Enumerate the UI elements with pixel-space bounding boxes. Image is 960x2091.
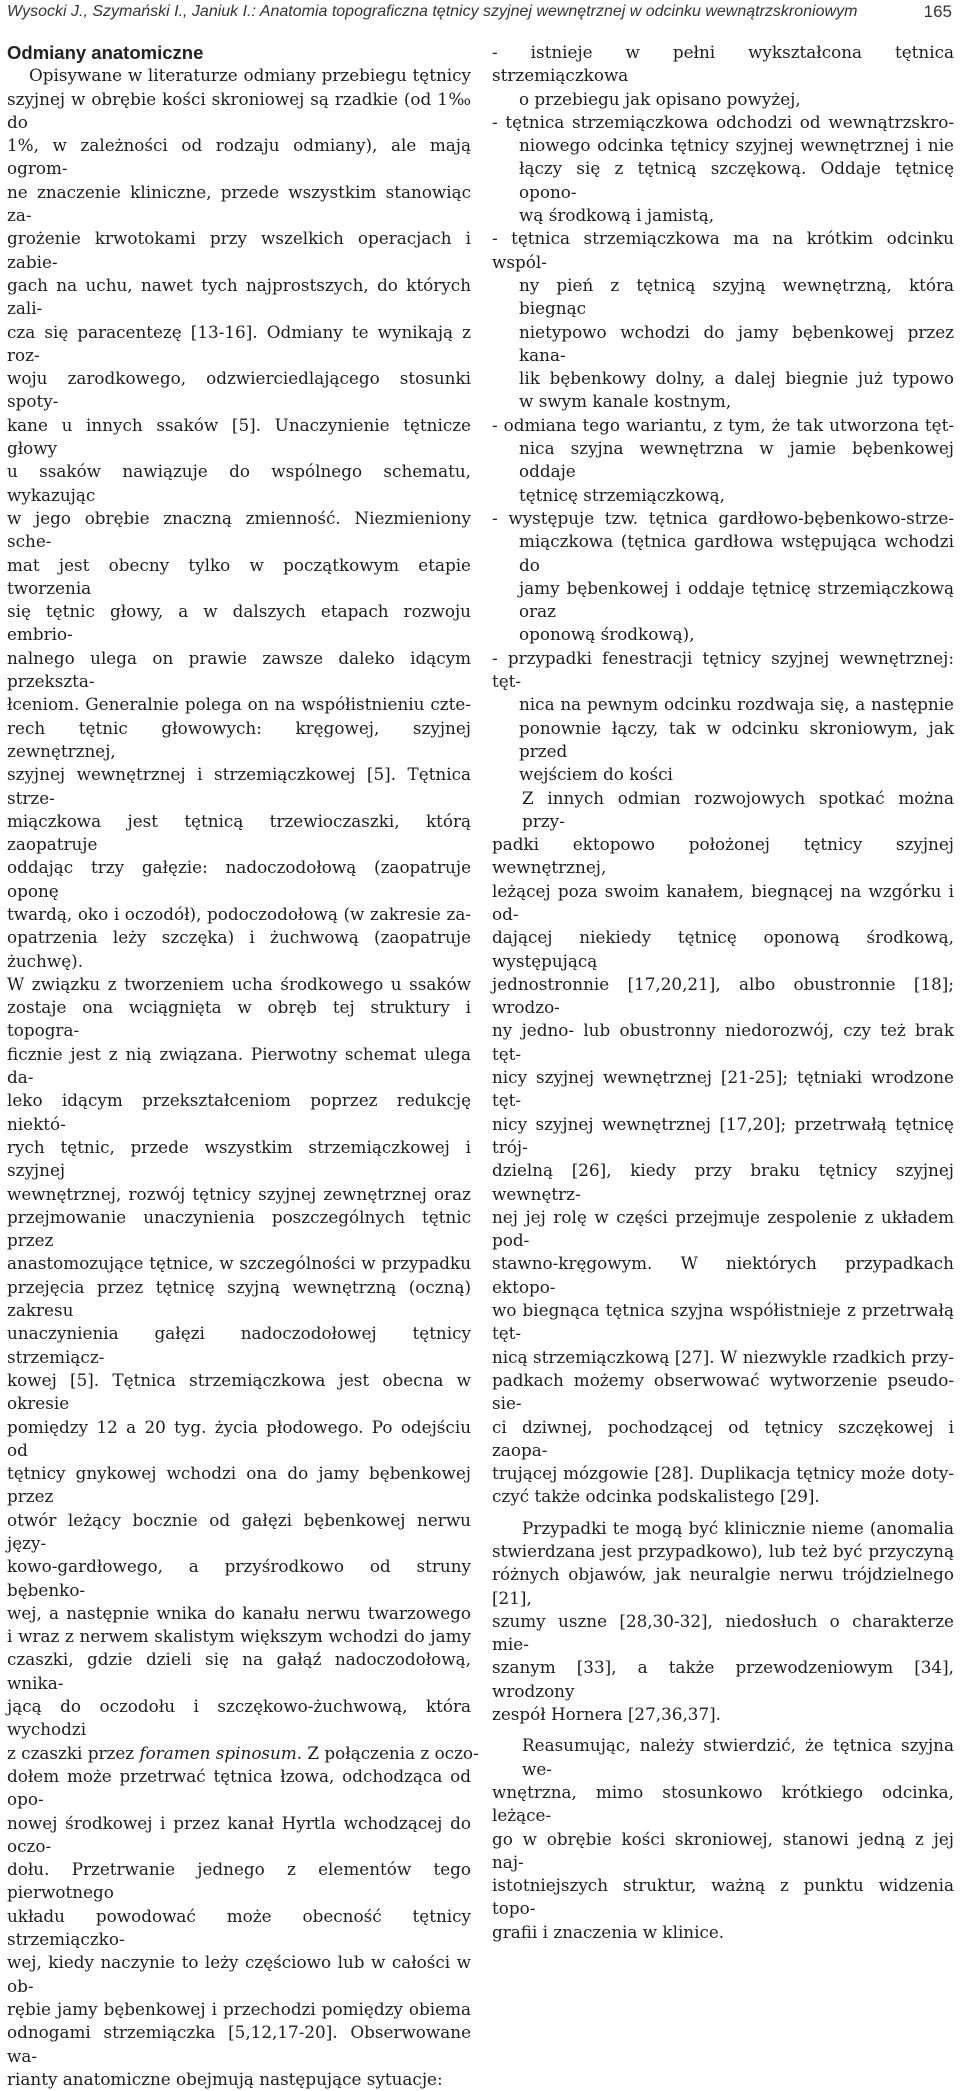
text-line: leko idącym przekształceniom poprzez redukcję niektó- [7,1090,471,1134]
list-item-cont: nica na pewnym odcinku rozdwaja się, a następnie [519,694,954,715]
text-line: kowej [5]. Tętnica strzemiączkowa jest obecna w okresie [7,1369,471,1414]
list-item-start: - tętnica strzemiączkowa ma na krótkim odcinku wspól- [492,228,954,272]
text-line: cza się paracentezę [13-16]. Odmiany te wynikają z roz- [7,321,471,365]
text-line-mixed [7,1742,479,1765]
text-line: 1%, w zależności od rodzaju odmiany), ale mają ogrom- [7,135,471,179]
list-item-cont: ponownie łączy, tak w odcinku skroniowym, jak przed [519,717,954,761]
text-line: Przypadki te mogą być klinicznie nieme (anomalia [522,1517,954,1538]
variant-list [492,41,954,787]
text-line: wnętrzna, mimo stosunkowo krótkiego odcinka, leżące- [492,1781,954,1826]
text-line: ci dziwnej, pochodzącej od tętnicy szczękowej i zaopa- [492,1416,954,1460]
text-line: kowo-gardłowego, a przyśrodkowo od struny bębenko- [7,1556,471,1600]
text-line: jednostronnie [17,20,21], albo obustronnie [18]; wrodzo- [492,973,954,1018]
text-line: u ssaków nawiązuje do wspólnego schematu, wykazując [7,461,471,505]
text-line: padki ektopowo położonej tętnicy szyjnej wewnętrznej, [492,834,954,878]
list-item-start: - występuje tzw. tętnica gardłowo-bębenkowo-strze- [492,507,954,528]
list-item-cont: jamy bębenkowej i oddaje tętnicę strzemiączkową oraz [519,577,954,622]
list-item-cont: w swym kanale kostnym, [519,391,732,412]
list-item-cont: ny pień z tętnicą szyjną wewnętrzną, która biegnąc [519,274,954,319]
text-line: się tętnic głowy, a w dalszych etapach rozwoju embrio- [7,601,471,645]
text-line: nowej środkowej i przez kanał Hyrtla wchodzącej do oczo- [7,1812,471,1856]
text-line: Z innych odmian rozwojowych spotkać można przy- [522,787,954,831]
text-line: trującej mózgowie [28]. Duplikacja tętnicy może doty- [492,1463,954,1484]
text-line: wewnętrznej, rozwój tętnicy szyjnej zewnętrznej oraz [7,1183,471,1204]
text-line: opatrzenia leży szczęka) i żuchwową (zaopatruje żuchwę). [7,927,471,971]
text-line: szyjnej wewnętrznej i strzemiączkowej [5]. Tętnica strze- [7,764,471,808]
text-line: padkach możemy obserwować wytworzenie pseudo-sie- [492,1369,954,1414]
text-line: Reasumując, należy stwierdzić, że tętnica szyjna we- [522,1735,954,1779]
text-line: rębie jamy bębenkowej i przechodzi pomiędzy obiema [7,1998,471,2019]
list-item-cont: tętnicę strzemiączkową, [519,484,725,505]
text-line: nicy szyjnej wewnętrznej [21-25]; tętniaki wrodzone tęt- [492,1067,954,1111]
text-line: wo biegnąca tętnica szyjna współistnieje z przetrwałą tęt- [492,1300,954,1344]
list-item-cont: o przebiegu jak opisano powyżej, [519,88,801,109]
text-line: woju zarodkowego, odzwierciedlającego stosunki spoty- [7,368,471,412]
text-line: kane u innych ssaków [5]. Unaczynienie tętnicze głowy [7,414,471,459]
text-line: zostaje ona wciągnięta w obręb tej struktury i topogra- [7,997,471,1041]
text-line: nicy szyjnej wewnętrznej [17,20]; przetrwałą tętnicę trój- [492,1113,954,1157]
list-item-start: - przypadki fenestracji tętnicy szyjnej wewnętrznej: tęt- [492,647,954,692]
text-line: przejęcia przez tętnicę szyjną wewnętrzną (oczną) zakresu [7,1276,471,1321]
text-line: gach na uchu, nawet tych najprostszych, do których zali- [7,274,471,319]
text-line: stwierdzana jest przypadkowo), lub też być przyczyną [492,1541,954,1561]
text-line: miączkowa jest tętnicą trzewioczaszki, którą zaopatruje [7,810,471,855]
right-column [492,41,954,1944]
text-line: grożenie krwotokami przy wszelkich operacjach i zabie- [7,228,471,272]
text-line: łceniom. Generalnie polega on na współistnieniu czte- [7,694,471,715]
text-line: różnych objawów, jak neuralgie nerwu trójdzielnego [21], [492,1564,954,1608]
text-line: zespół Hornera [27,36,37]. [492,1704,722,1725]
list-item-cont: oponową środkową), [519,624,695,645]
text-line: ficznie jest z nią związana. Pierwotny schemat ulega da- [7,1043,471,1088]
text-line: mat jest obecny tylko w początkowym etapie tworzenia [7,554,471,598]
list-item-cont: nica szyjna wewnętrzna w jamie bębenkowej oddaje [519,438,954,482]
text-line: rech tętnic głowowych: kręgowej, szyjnej zewnętrznej, [7,717,471,761]
text-run: . Z połączenia z oczo- [296,1742,479,1763]
text-line: rianty anatomiczne obejmują następujące sytuacje: [7,2068,443,2089]
text-line: otwór leżący bocznie od gałęzi bębenkowej nerwu języ- [7,1509,471,1553]
list-item-cont: łączy się z tętnicą szczękową. Oddaje tętnicę opono- [519,158,954,202]
list-item-cont: niowego odcinka tętnicy szyjnej wewnętrznej i nie [519,135,954,156]
text-line: dołem może przetrwać tętnica łzowa, odchodząca od opo- [7,1765,471,1810]
text-line: w jego obrębie znaczną zmienność. Niezmieniony sche- [7,507,471,552]
text-line: nicą strzemiączkową [27]. W niezwykle rzadkich przy- [492,1346,954,1367]
text-line: i wraz z nerwem skalistym większym wchodzi do jamy [7,1626,471,1647]
text-line: układu powodować może obecność tętnicy strzemiączko- [7,1905,471,1950]
text-line: unaczynienia gałęzi nadoczodołowej tętnicy strzemiącz- [7,1323,471,1367]
text-line: jącą do oczodołu i szczękowo-żuchwową, która wychodzi [7,1696,471,1740]
text-line: odnogami strzemiączka [5,12,17-20]. Obserwowane wa- [7,2022,471,2066]
paragraph [492,787,954,1509]
list-item-cont: wejściem do kości [519,764,673,785]
section-heading: Odmiany anatomiczne [7,42,204,63]
text-line: stawno-kręgowym. W niektórych przypadkach ektopo- [492,1253,954,1297]
list-item-cont: lik bębenkowy dolny, a dalej biegnie już typowo [519,368,954,389]
page-number: 165 [923,2,952,21]
text-line: dającej niekiedy tętnicę oponową środkową, występującą [492,927,954,971]
text-line: rych tętnic, przede wszystkim strzemiączkowej i szyjnej [7,1136,471,1181]
paragraph [492,1734,954,1944]
text-line: nalnego ulega on prawie zawsze daleko idącym przekszta- [7,647,471,692]
text-line: dzielną [26], kiedy przy braku tętnicy szyjnej wewnętrz- [492,1160,954,1204]
left-column [7,41,479,2091]
text-line: szumy uszne [28,30-32], niedosłuch o charakterze mie- [492,1610,954,1655]
text-line: szyjnej w obrębie kości skroniowej są rzadkie (od 1‰ do [7,88,471,132]
text-line: szanym [33], a także przewodzeniowym [34], wrodzony [492,1657,954,1701]
list-item-start: - istnieje w pełni wykształcona tętnica strzemiączkowa [492,42,954,86]
text-line: anastomozujące tętnice, w szczególności w przypadku [7,1253,471,1274]
list-item-start: - odmiana tego wariantu, z tym, że tak utworzona tęt- [492,414,954,435]
text-line: grafii i znaczenia w klinice. [492,1921,725,1942]
article-header-title: Wysocki J., Szymański I., Janiuk I.: Anatomia topograficzna tętnicy szyjnej wewnętrznej w odcinku wewnątrzskroniowym [7,3,858,20]
text-line: tętnicy gnykowej wchodzi ona do jamy bębenkowej przez [7,1463,471,1507]
text-line: przejmowanie unaczynienia poszczególnych tętnic przez [7,1206,471,1251]
text-line: oddając trzy gałęzie: nadoczodołową (zaopatruje oponę [7,857,471,901]
paragraph [492,1517,954,1727]
text-line: wej, a następnie wnika do kanału nerwu twarzowego [7,1602,471,1623]
text-line: twardą, oko i oczodół), podoczodołową (w zakresie za- [7,903,471,924]
text-line: W związku z tworzeniem ucha środkowego u ssaków [7,973,471,994]
text-line: Opisywane w literaturze odmiany przebiegu tętnicy [29,65,471,86]
text-line: nej jej rolę w części przejmuje zespolenie z układem pod- [492,1206,954,1251]
list-item-cont: nietypowo wchodzi do jamy bębenkowej przez kana- [519,321,954,365]
text-line: go w obrębie kości skroniowej, stanowi jedną z jej naj- [492,1828,954,1872]
text-line: czyć także odcinka podskalistego [29]. [492,1486,820,1507]
text-line: ny jedno- lub obustronny niedorozwój, czy też brak tęt- [492,1020,954,1064]
italic-term: foramen spinosum [139,1742,297,1763]
list-item-cont: wą środkową i jamistą, [519,205,715,226]
text-line: wej, kiedy naczynie to leży częściowo lub w całości w ob- [7,1952,471,1996]
text-line: ne znaczenie kliniczne, przede wszystkim stanowiąc za- [7,181,471,226]
list-item-start: - tętnica strzemiączkowa odchodzi od wewnątrzskro- [492,111,954,132]
text-line: leżącej poza swoim kanałem, biegnącej na wzgórku i od- [492,880,954,924]
running-header [7,0,952,24]
text-run: z czaszki przez [7,1742,135,1763]
text-line: dołu. Przetrwanie jednego z elementów tego pierwotnego [7,1859,471,1903]
list-item-cont: miączkowa (tętnica gardłowa wstępująca wchodzi do [519,531,954,575]
text-line: czaszki, gdzie dzieli się na gałąź nadoczodołową, wnika- [7,1649,471,1693]
text-line: istotniejszych struktur, ważną z punktu widzenia topo- [492,1875,954,1919]
text-line: pomiędzy 12 a 20 tyg. życia płodowego. Po odejściu od [7,1416,471,1460]
